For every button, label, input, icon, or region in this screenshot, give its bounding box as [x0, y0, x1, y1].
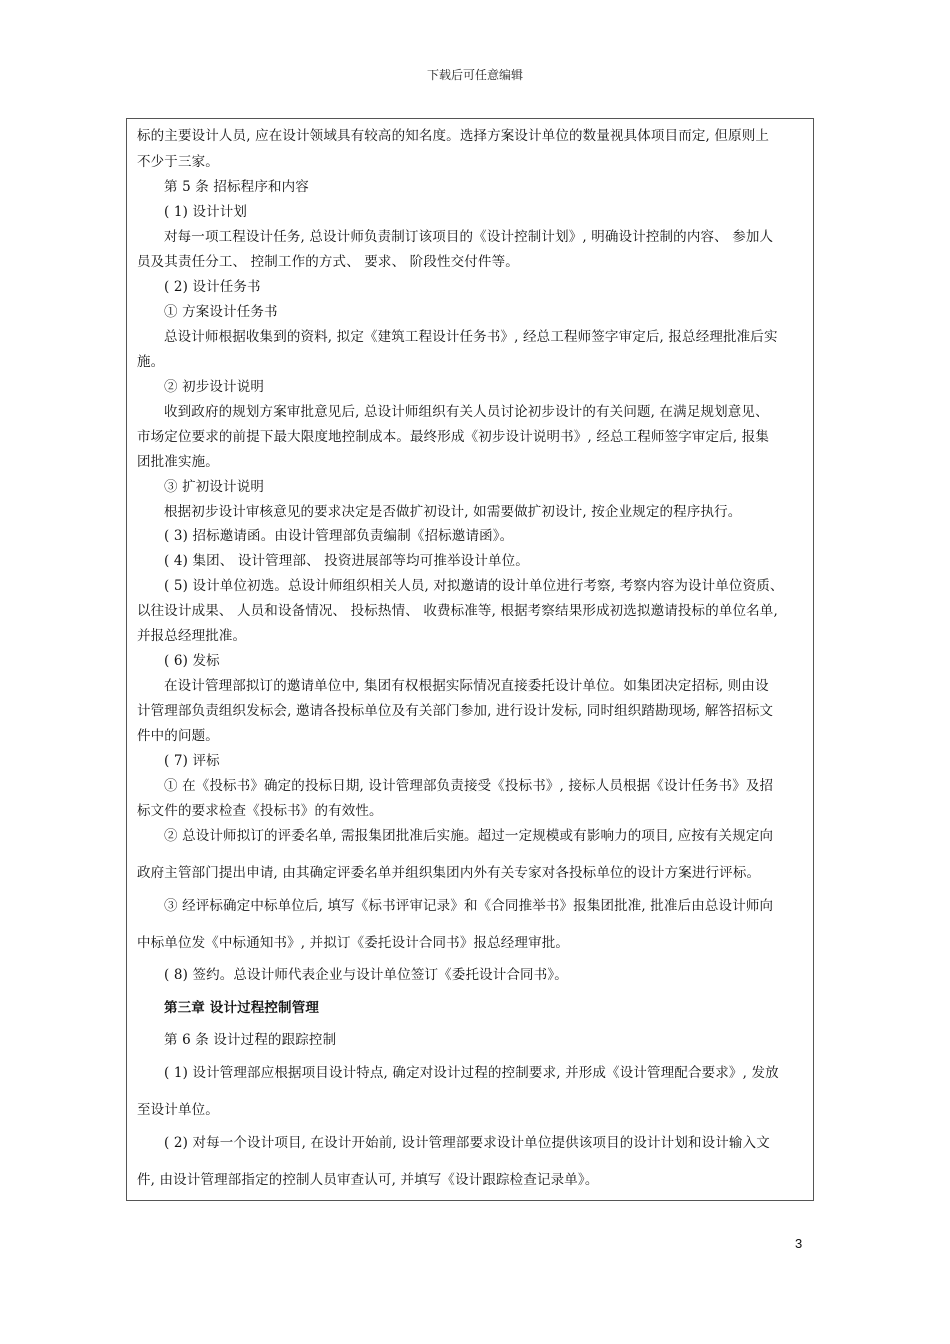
article-heading: 第 5 条 招标程序和内容 [164, 179, 309, 195]
body-line: 件中的问题。 [137, 728, 219, 744]
body-line: 标文件的要求检查《投标书》的有效性。 [137, 803, 383, 819]
page-header: 下载后可任意编辑 [426, 68, 523, 82]
body-line: 根据初步设计审核意见的要求决定是否做扩初设计, 如需要做扩初设计, 按企业规定的程序执行。 [164, 504, 742, 520]
body-line: ( 8) 签约。总设计师代表企业与设计单位签订《委托设计合同书》。 [164, 967, 568, 983]
body-line: ( 4) 集团、 设计管理部、 投资进展部等均可推举设计单位。 [164, 553, 529, 569]
sub-heading: ( 7) 评标 [164, 753, 220, 769]
body-line: 中标单位发《中标通知书》, 并拟订《委托设计合同书》报总经理审批。 [137, 935, 570, 951]
body-line: ( 5) 设计单位初选。总设计师组织相关人员, 对拟邀请的设计单位进行考察, 考察内容为设计单位资质、 [164, 578, 784, 594]
body-line: 计管理部负责组织发标会, 邀请各投标单位及有关部门参加, 进行设计发标, 同时组织踏勘现场, 解答招标文 [137, 703, 774, 719]
body-line: 至设计单位。 [137, 1102, 219, 1118]
body-line: 标的主要设计人员, 应在设计领域具有较高的知名度。选择方案设计单位的数量视具体项目而定, 但原则上 [137, 128, 770, 144]
body-line: 团批准实施。 [137, 454, 219, 470]
sub-heading: ( 1) 设计计划 [164, 204, 248, 220]
body-line: ( 1) 设计管理部应根据项目设计特点, 确定对设计过程的控制要求, 并形成《设计管理配合要求》, 发放 [164, 1065, 779, 1081]
article-heading: 第 6 条 设计过程的跟踪控制 [164, 1032, 337, 1048]
chapter-heading: 第三章 设计过程控制管理 [164, 1000, 319, 1016]
body-line: 总设计师根据收集到的资料, 拟定《建筑工程设计任务书》, 经总工程师签字审定后, 报总经理批准后实 [164, 329, 778, 345]
body-line: 施。 [137, 354, 165, 370]
body-line: ( 3) 招标邀请函。由设计管理部负责编制《招标邀请函》。 [164, 528, 514, 544]
body-line: 不少于三家。 [137, 154, 219, 170]
body-line: ( 2) 对每一个设计项目, 在设计开始前, 设计管理部要求设计单位提供该项目的设计计划和设计输入文 [164, 1135, 770, 1151]
sub-heading: ( 6) 发标 [164, 653, 220, 669]
body-line: ① 在《投标书》确定的投标日期, 设计管理部负责接受《投标书》, 接标人员根据《设计任务书》及招 [164, 778, 774, 794]
body-line: 以往设计成果、 人员和设备情况、 投标热情、 收费标准等, 根据考察结果形成初选拟邀请投标的单位名单, [137, 603, 778, 619]
body-line: 对每一项工程设计任务, 总设计师负责制订该项目的《设计控制计划》, 明确设计控制的内容、 参加人 [164, 229, 774, 245]
body-line: 市场定位要求的前提下最大限度地控制成本。最终形成《初步设计说明书》, 经总工程师签字审定后, 报集 [137, 429, 770, 445]
sub-heading: ① 方案设计任务书 [164, 304, 278, 320]
content-frame [126, 118, 814, 1201]
sub-heading: ③ 扩初设计说明 [164, 479, 264, 495]
body-line: 在设计管理部拟订的邀请单位中, 集团有权根据实际情况直接委托设计单位。如集团决定招标, 则由设 [164, 678, 769, 694]
body-line: 员及其责任分工、 控制工作的方式、 要求、 阶段性交付件等。 [137, 254, 519, 270]
sub-heading: ② 初步设计说明 [164, 379, 264, 395]
body-line: ② 总设计师拟订的评委名单, 需报集团批准后实施。超过一定规模或有影响力的项目, 应按有关规定向 [164, 828, 774, 844]
body-line: 政府主管部门提出申请, 由其确定评委名单并组织集团内外有关专家对各投标单位的设计方案进行评标。 [137, 865, 761, 881]
body-line: ③ 经评标确定中标单位后, 填写《标书评审记录》和《合同推举书》报集团批准, 批准后由总设计师向 [164, 898, 774, 914]
body-line: 收到政府的规划方案审批意见后, 总设计师组织有关人员讨论初步设计的有关问题, 在满足规划意见、 [164, 404, 769, 420]
body-line: 件, 由设计管理部指定的控制人员审查认可, 并填写《设计跟踪检查记录单》。 [137, 1172, 599, 1188]
sub-heading: ( 2) 设计任务书 [164, 279, 261, 295]
body-line: 并报总经理批准。 [137, 628, 247, 644]
page-number: 3 [795, 1236, 803, 1251]
